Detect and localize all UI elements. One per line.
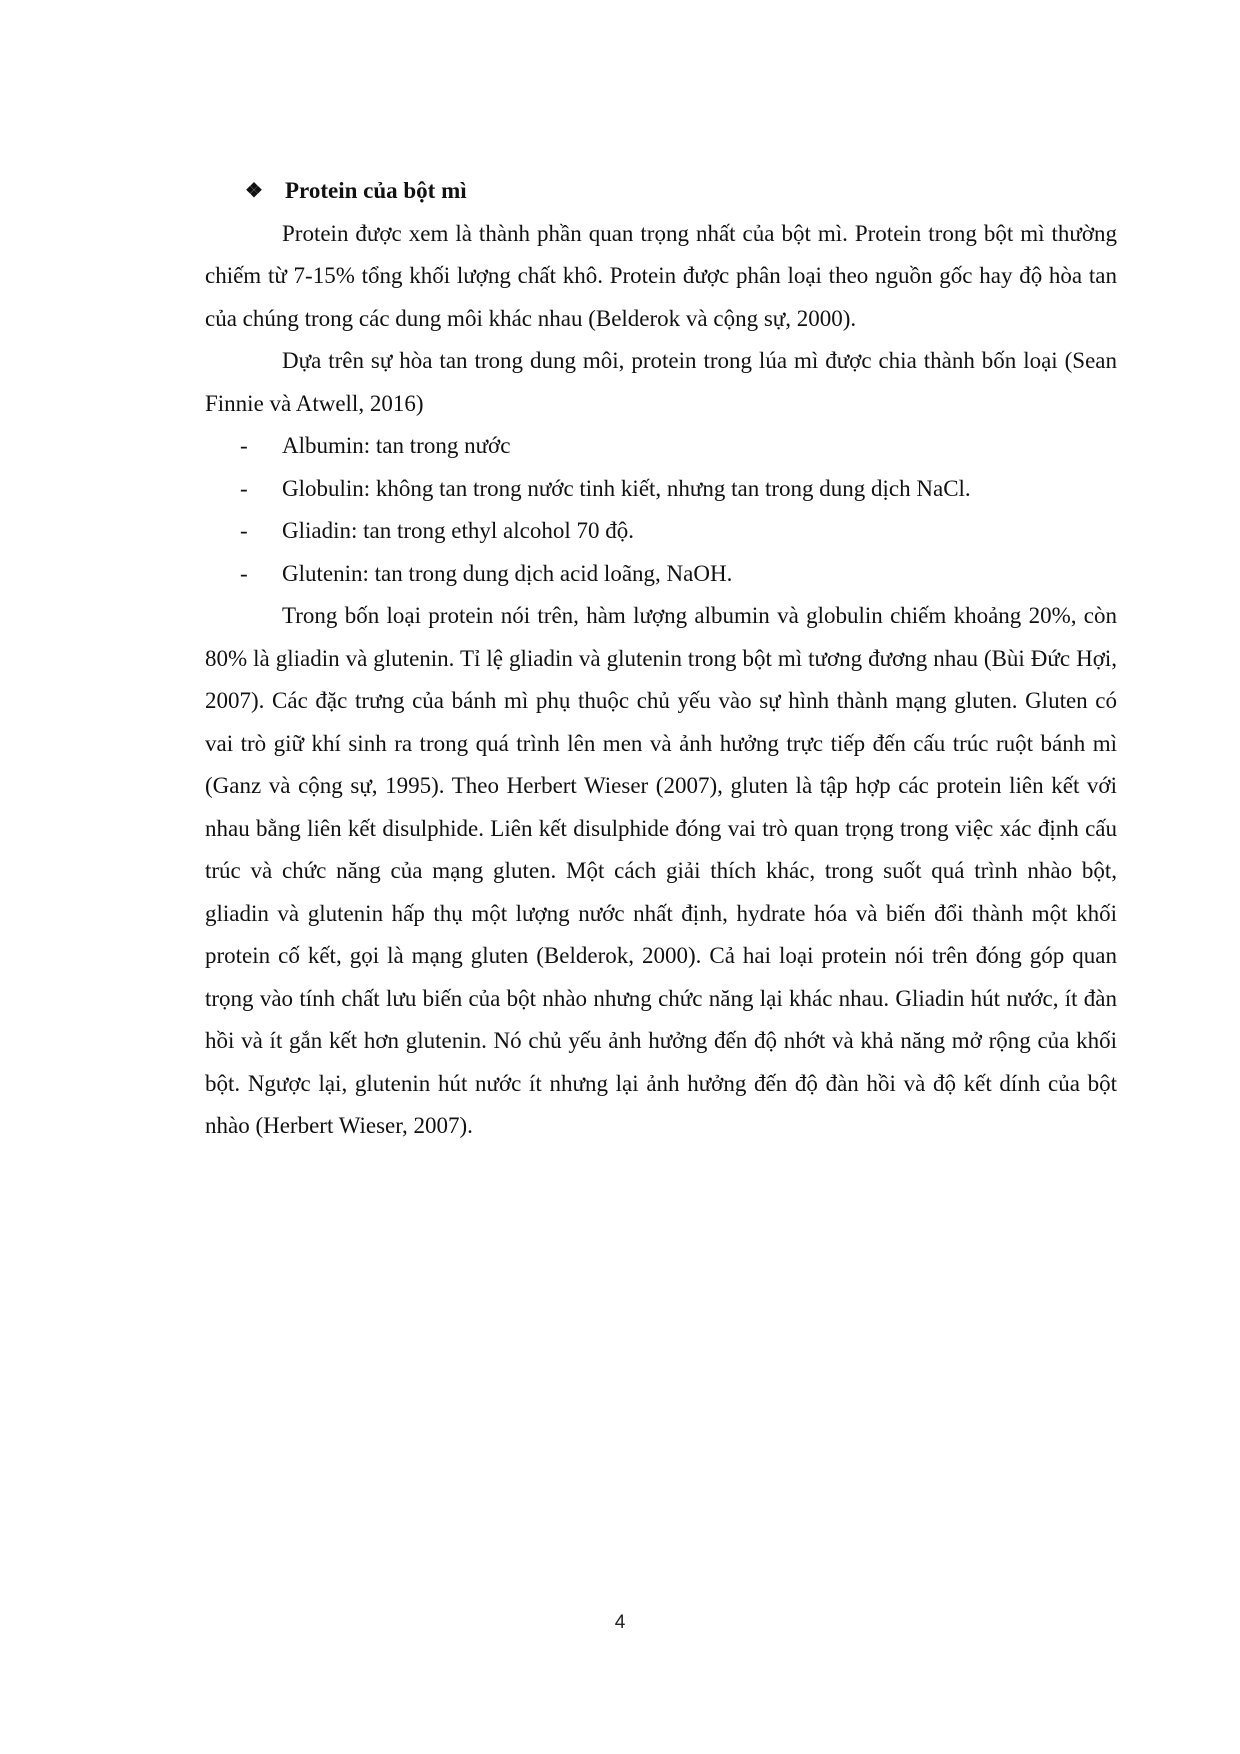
list-item-text: Glutenin: tan trong dung dịch acid loãng, NaOH. bbox=[282, 560, 733, 586]
list-item-text: Albumin: tan trong nước bbox=[282, 433, 511, 458]
list-item-gliadin bbox=[205, 510, 1117, 553]
page-number: 4 bbox=[614, 1612, 626, 1633]
list-item-globulin bbox=[205, 468, 1117, 511]
section-heading bbox=[205, 170, 1117, 213]
paragraph-classification: Dựa trên sự hòa tan trong dung môi, protein trong lúa mì được chia thành bốn loại (Sean Finnie và Atwell, 2016) bbox=[205, 348, 1117, 416]
dash-marker: - bbox=[240, 433, 248, 458]
dash-marker: - bbox=[240, 475, 248, 501]
list-item-text: Globulin: không tan trong nước tinh kiết, nhưng tan trong dung dịch NaCl. bbox=[282, 475, 971, 501]
diamond-bullet-icon: ❖ bbox=[245, 180, 263, 202]
protein-type-list bbox=[205, 425, 1117, 595]
list-item-text: Gliadin: tan trong ethyl alcohol 70 độ. bbox=[282, 518, 634, 543]
dash-marker: - bbox=[240, 518, 248, 543]
paragraph-gluten: Trong bốn loại protein nói trên, hàm lượng albumin và globulin chiếm khoảng 20%, còn 80% là gliadin và glutenin. Tỉ lệ gliadin và glutenin trong bột mì tương đương nhau (Bùi Đức Hợi, 2007). Các đặc trưng của bánh mì phụ thuộc chủ yếu vào sự hình thành mạng gluten. Gluten có vai trò giữ khí sinh ra trong quá trình lên men và ảnh hưởng trực tiếp đến cấu trúc ruột bánh mì (Ganz và cộng sự, 1995). Theo Herbert Wieser (2007), gluten là tập hợp các protein liên kết với nhau bằng liên kết disulphide. Liên kết disulphide đóng vai trò quan trọng trong việc xác định cấu trúc và chức năng của mạng gluten. Một cách giải thích khác, trong suốt quá trình nhào bột, gliadin và glutenin hấp thụ một lượng nước nhất định, hydrate hóa và biến đổi thành một khối protein cố kết, gọi là mạng gluten (Belderok, 2000). Cả hai loại protein nói trên đóng góp quan trọng vào tính chất lưu biến của bột nhào nhưng chức năng lại khác nhau. Gliadin hút nước, ít đàn hồi và ít gắn kết hơn glutenin. Nó chủ yếu ảnh hưởng đến độ nhớt và khả năng mở rộng của khối bột. Ngược lại, glutenin hút nước ít nhưng lại ảnh hưởng đến độ đàn hồi và độ kết dính của bột nhào (Herbert Wieser, 2007). bbox=[205, 603, 1117, 1138]
dash-marker: - bbox=[240, 560, 248, 586]
section-heading-title: Protein của bột mì bbox=[285, 178, 467, 203]
page-content bbox=[205, 170, 1117, 1148]
list-item-albumin bbox=[205, 425, 1117, 468]
list-item-glutenin bbox=[205, 553, 1117, 596]
paragraph-intro: Protein được xem là thành phần quan trọng nhất của bột mì. Protein trong bột mì thường chiếm từ 7-15% tổng khối lượng chất khô. Protein được phân loại theo nguồn gốc hay độ hòa tan của chúng trong các dung môi khác nhau (Belderok và cộng sự, 2000). bbox=[205, 220, 1117, 331]
